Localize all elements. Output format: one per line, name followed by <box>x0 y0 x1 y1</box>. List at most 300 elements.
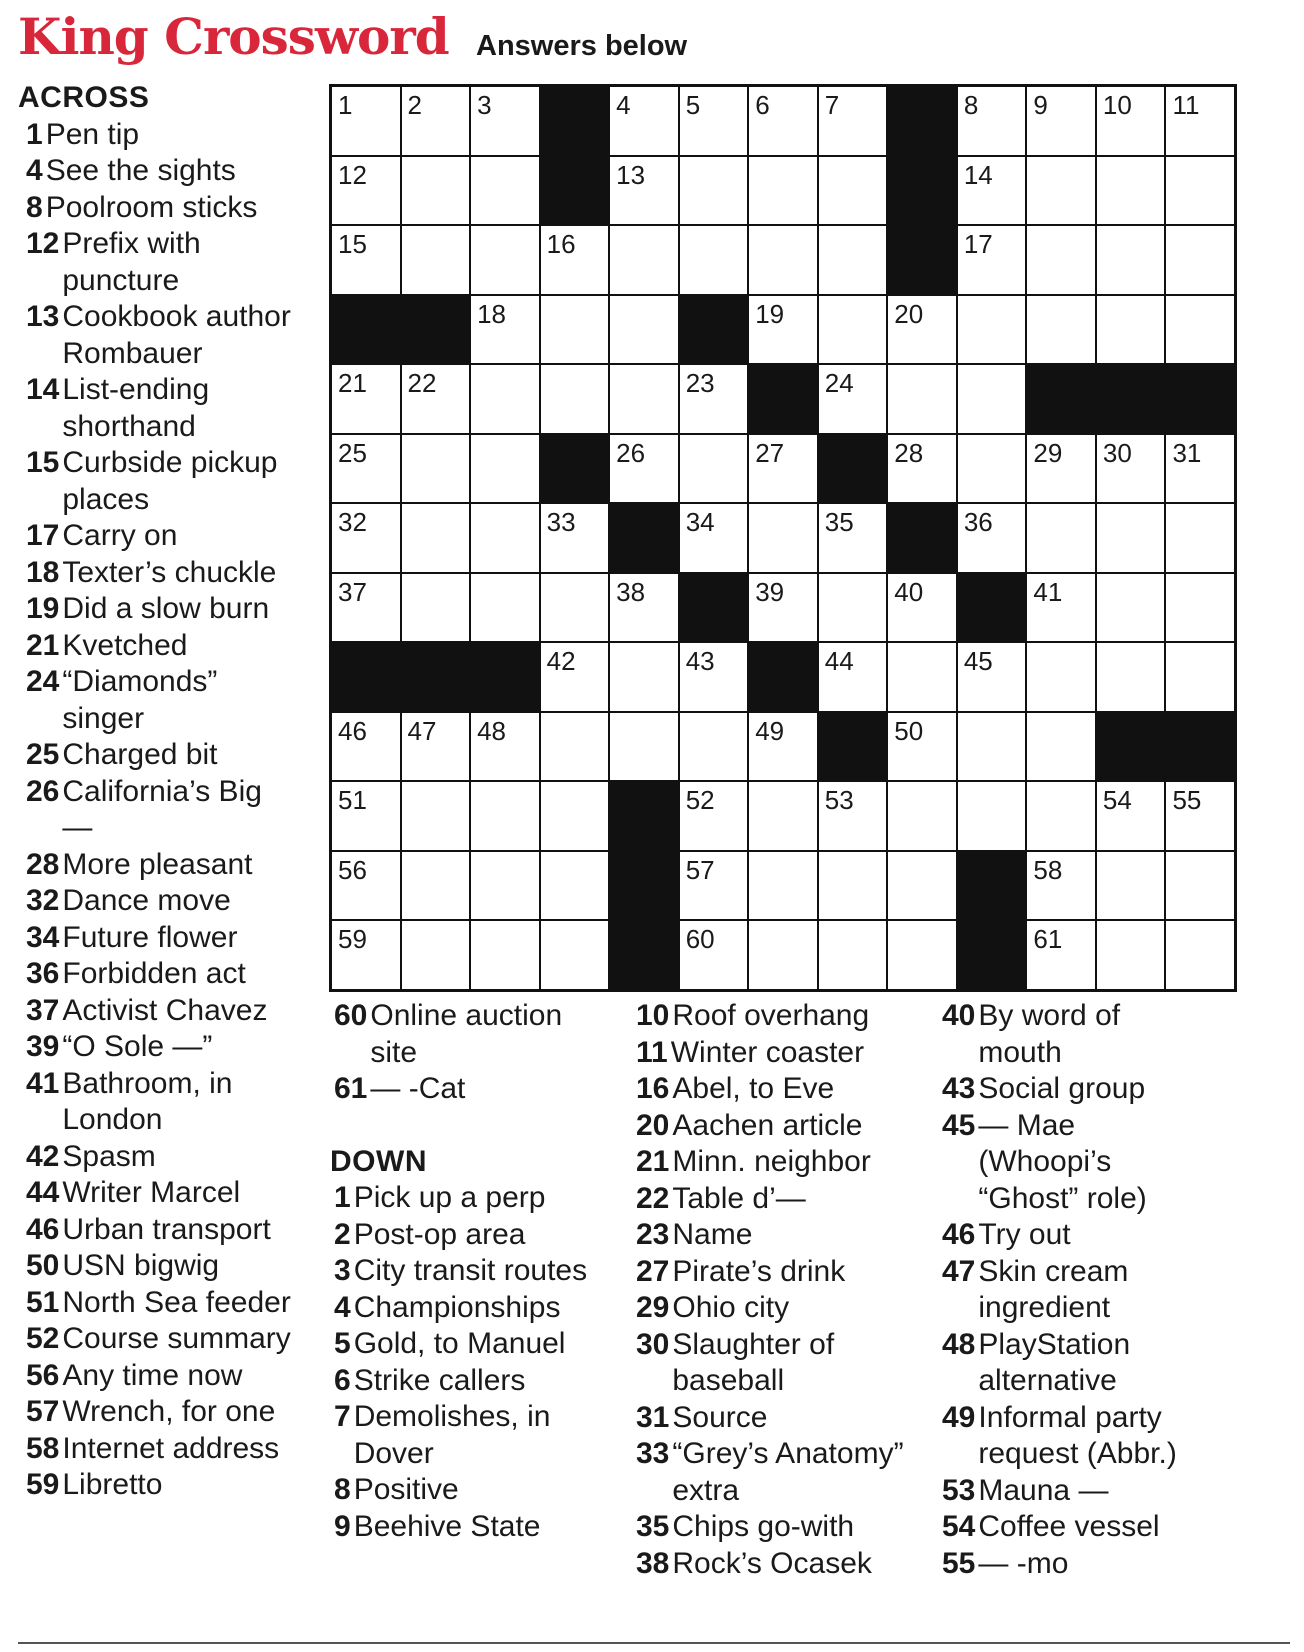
clue-item <box>26 1029 300 1066</box>
black-square <box>610 782 678 850</box>
cell-number: 29 <box>1033 437 1063 468</box>
grid-cell[interactable] <box>610 435 678 503</box>
cell-number: 7 <box>824 90 840 120</box>
grid-cell[interactable] <box>819 504 887 572</box>
clue-number: 37 <box>26 993 60 1027</box>
grid-cell[interactable] <box>680 365 748 433</box>
cell-number: 8 <box>963 90 979 120</box>
grid-cell[interactable] <box>749 921 817 989</box>
grid-cell[interactable] <box>471 157 539 225</box>
grid-cell[interactable] <box>1097 435 1165 503</box>
clue-item <box>26 1248 300 1285</box>
clue-number: 3 <box>334 1254 351 1287</box>
grid-cell[interactable] <box>680 435 748 503</box>
clue-text: Pick up a perp <box>353 1181 546 1214</box>
grid-cell[interactable] <box>958 296 1026 364</box>
grid-cell[interactable] <box>958 87 1026 155</box>
clue-text: Positive <box>353 1473 459 1506</box>
grid-cell[interactable] <box>749 852 817 920</box>
cell-number: 2 <box>407 90 422 120</box>
grid-cell[interactable] <box>1027 643 1095 711</box>
grid-cell[interactable] <box>1027 921 1095 989</box>
grid-cell[interactable] <box>680 713 748 781</box>
clue-text: Prefix with puncture <box>62 227 201 297</box>
clue-item <box>334 1399 598 1472</box>
grid-cell[interactable] <box>680 921 748 989</box>
grid-cell[interactable] <box>1097 574 1165 642</box>
grid-cell[interactable] <box>471 226 539 294</box>
grid-cell[interactable] <box>402 713 470 781</box>
grid-cell[interactable] <box>332 713 400 781</box>
black-square <box>332 643 400 711</box>
grid-cell[interactable] <box>332 921 400 989</box>
grid-cell[interactable] <box>819 157 887 225</box>
black-square <box>1166 365 1234 433</box>
grid-cell[interactable] <box>402 365 470 433</box>
grid-cell[interactable] <box>1027 713 1095 781</box>
clue-number: 20 <box>636 1108 670 1142</box>
grid-cell[interactable] <box>610 643 678 711</box>
grid-cell[interactable] <box>402 782 470 850</box>
clue-text: — -mo <box>978 1546 1069 1580</box>
clue-item <box>334 1509 598 1546</box>
clue-number: 44 <box>26 1176 60 1209</box>
clue-number: 21 <box>636 1145 670 1178</box>
clue-item <box>26 1175 300 1212</box>
clue-number: 12 <box>26 227 60 260</box>
clue-text: Carry on <box>62 519 178 552</box>
grid-cell[interactable] <box>1027 504 1095 572</box>
grid-cell[interactable] <box>1166 504 1234 572</box>
clue-number: 15 <box>26 446 60 479</box>
grid-cell[interactable] <box>749 157 817 225</box>
grid-cell[interactable] <box>541 226 609 294</box>
clue-item <box>334 1472 598 1509</box>
clue-text: Libretto <box>62 1468 163 1501</box>
grid-cell[interactable] <box>958 157 1026 225</box>
grid-cell[interactable] <box>332 782 400 850</box>
clue-item <box>636 998 904 1035</box>
cell-number: 19 <box>755 298 785 329</box>
clue-text: Bathroom, in London <box>62 1066 233 1136</box>
cell-number: 32 <box>338 507 367 538</box>
clue-item <box>26 628 300 665</box>
clue-number: 43 <box>942 1072 976 1105</box>
black-square <box>680 296 748 364</box>
grid-cell[interactable] <box>749 574 817 642</box>
clue-text: Internet address <box>62 1431 280 1465</box>
clue-number: 56 <box>26 1358 60 1392</box>
clue-item <box>26 1394 300 1431</box>
grid-cell[interactable] <box>471 87 539 155</box>
black-square <box>749 643 817 711</box>
clue-number: 18 <box>26 555 60 589</box>
clue-item <box>636 1071 904 1108</box>
black-square <box>541 157 609 225</box>
grid-cell[interactable] <box>1027 574 1095 642</box>
grid-cell[interactable] <box>402 226 470 294</box>
grid-cell[interactable] <box>610 157 678 225</box>
clue-text: Chips go-with <box>672 1510 855 1543</box>
clue-number: 4 <box>334 1290 351 1324</box>
cell-number: 50 <box>894 715 924 746</box>
grid-cell[interactable] <box>402 504 470 572</box>
cell-number: 60 <box>685 924 715 955</box>
cell-number: 57 <box>685 854 715 885</box>
cell-number: 23 <box>685 368 715 399</box>
clue-text: Activist Chavez <box>62 993 268 1027</box>
black-square <box>541 87 609 155</box>
clue-text: Demolishes, in Dover <box>353 1400 551 1470</box>
clue-number: 16 <box>636 1072 670 1105</box>
grid-cell[interactable] <box>1166 87 1234 155</box>
grid-cell[interactable] <box>402 574 470 642</box>
clue-text: Mauna — <box>978 1473 1109 1507</box>
clue-number: 33 <box>636 1437 670 1470</box>
grid-cell[interactable] <box>1097 782 1165 850</box>
clue-number: 42 <box>26 1139 60 1173</box>
clue-text: Gold, to Manuel <box>353 1327 566 1360</box>
cell-number: 61 <box>1033 924 1063 955</box>
cell-number: 17 <box>963 229 993 260</box>
clue-text: Urban transport <box>62 1212 271 1246</box>
clue-text: Name <box>672 1218 753 1251</box>
clue-text: Strike callers <box>353 1363 526 1397</box>
grid-cell[interactable] <box>888 852 956 920</box>
clue-item <box>636 1035 904 1072</box>
clue-text: Skin cream ingredient <box>978 1254 1129 1324</box>
grid-cell[interactable] <box>471 296 539 364</box>
clue-text: “Grey’s Anatomy” extra <box>672 1437 904 1507</box>
clue-text: Post-op area <box>353 1217 526 1251</box>
grid-cell[interactable] <box>541 504 609 572</box>
across-clues-column <box>18 80 300 1504</box>
grid-cell[interactable] <box>888 782 956 850</box>
clue-number: 2 <box>334 1217 351 1251</box>
grid-cell[interactable] <box>471 782 539 850</box>
grid-cell[interactable] <box>332 435 400 503</box>
grid-cell[interactable] <box>819 365 887 433</box>
grid-cell[interactable] <box>819 87 887 155</box>
grid-cell[interactable] <box>888 574 956 642</box>
clue-number: 13 <box>26 300 60 333</box>
clue-item <box>636 1400 904 1437</box>
grid-cell[interactable] <box>1027 782 1095 850</box>
grid-cell[interactable] <box>749 226 817 294</box>
grid-cell[interactable] <box>749 504 817 572</box>
cell-number: 15 <box>338 229 367 260</box>
clue-number: 48 <box>942 1327 976 1361</box>
clue-text: “O Sole —” <box>62 1030 213 1063</box>
grid-cell[interactable] <box>680 782 748 850</box>
clue-number: 45 <box>942 1108 976 1142</box>
clue-number: 55 <box>942 1546 976 1580</box>
clue-text: Slaughter of baseball <box>672 1327 835 1397</box>
cell-number: 39 <box>755 576 785 607</box>
clue-column-3 <box>636 998 904 1582</box>
grid-cell[interactable] <box>819 643 887 711</box>
grid-cell[interactable] <box>958 226 1026 294</box>
grid-cell[interactable] <box>332 852 400 920</box>
clue-number: 1 <box>334 1181 351 1214</box>
grid-cell[interactable] <box>958 504 1026 572</box>
grid-cell[interactable] <box>610 713 678 781</box>
clue-text: Pirate’s drink <box>672 1254 846 1288</box>
grid-cell[interactable] <box>471 713 539 781</box>
grid-cell[interactable] <box>402 87 470 155</box>
grid-cell[interactable] <box>541 574 609 642</box>
grid-cell[interactable] <box>819 574 887 642</box>
grid-cell[interactable] <box>888 713 956 781</box>
clue-text: Beehive State <box>353 1509 541 1543</box>
down-clue-list <box>330 1180 598 1545</box>
clue-item <box>334 1180 598 1217</box>
grid-cell[interactable] <box>541 782 609 850</box>
clue-column-2 <box>330 998 598 1545</box>
grid-cell[interactable] <box>541 852 609 920</box>
clue-number: 59 <box>26 1468 60 1501</box>
cell-number: 4 <box>616 90 631 120</box>
grid-cell[interactable] <box>680 643 748 711</box>
grid-cell[interactable] <box>958 435 1026 503</box>
clue-item <box>942 1400 1204 1473</box>
grid-cell[interactable] <box>332 365 400 433</box>
clue-text: Informal party request (Abbr.) <box>978 1400 1177 1470</box>
grid-cell[interactable] <box>541 296 609 364</box>
grid-cell[interactable] <box>749 435 817 503</box>
grid-cell[interactable] <box>1027 157 1095 225</box>
clue-number: 27 <box>636 1254 670 1288</box>
clue-number: 60 <box>334 999 368 1032</box>
cell-number: 53 <box>824 785 854 816</box>
grid-cell[interactable] <box>332 574 400 642</box>
grid-cell[interactable] <box>471 435 539 503</box>
grid-cell[interactable] <box>332 226 400 294</box>
clue-item <box>26 774 300 847</box>
grid-cell[interactable] <box>680 226 748 294</box>
grid-cell[interactable] <box>1097 157 1165 225</box>
clue-item <box>26 226 300 299</box>
grid-cell[interactable] <box>610 87 678 155</box>
clue-item <box>26 591 300 628</box>
clue-item <box>636 1327 904 1400</box>
clue-item <box>636 1181 904 1218</box>
black-square <box>610 921 678 989</box>
grid-cell[interactable] <box>1097 921 1165 989</box>
cell-number: 52 <box>685 785 715 816</box>
puzzle-title: King Crossword <box>18 7 449 66</box>
clue-text: Source <box>672 1400 768 1434</box>
cell-number: 12 <box>338 159 367 190</box>
black-square <box>888 226 956 294</box>
clue-number: 32 <box>26 884 60 917</box>
clue-item <box>942 1546 1204 1583</box>
cell-number: 58 <box>1033 854 1063 885</box>
grid-cell[interactable] <box>888 643 956 711</box>
grid-cell[interactable] <box>1097 852 1165 920</box>
cell-number: 18 <box>477 298 506 329</box>
grid-cell[interactable] <box>888 435 956 503</box>
clue-number: 28 <box>26 847 60 881</box>
clue-number: 46 <box>942 1218 976 1251</box>
grid-cell[interactable] <box>1027 435 1095 503</box>
grid-cell[interactable] <box>1027 87 1095 155</box>
grid-cell[interactable] <box>402 921 470 989</box>
clue-item <box>334 1363 598 1400</box>
clue-number: 50 <box>26 1249 60 1282</box>
grid-cell[interactable] <box>680 852 748 920</box>
grid-cell[interactable] <box>1097 643 1165 711</box>
grid-cell[interactable] <box>819 782 887 850</box>
grid-cell[interactable] <box>1027 296 1095 364</box>
clue-item <box>942 1327 1204 1400</box>
across-clue-list <box>18 117 300 1504</box>
cell-number: 43 <box>685 646 715 677</box>
grid-cell[interactable] <box>749 87 817 155</box>
grid-cell[interactable] <box>541 365 609 433</box>
grid-cell[interactable] <box>1097 87 1165 155</box>
cell-number: 35 <box>824 507 854 538</box>
grid-cell[interactable] <box>1166 296 1234 364</box>
grid-cell[interactable] <box>1097 296 1165 364</box>
cell-number: 16 <box>546 229 576 260</box>
clue-text: Championships <box>353 1290 561 1324</box>
grid-cell[interactable] <box>1166 157 1234 225</box>
cell-number: 6 <box>755 90 770 120</box>
grid-cell[interactable] <box>471 921 539 989</box>
grid-cell[interactable] <box>819 852 887 920</box>
cell-number: 21 <box>338 368 367 399</box>
grid-cell[interactable] <box>888 296 956 364</box>
grid-cell[interactable] <box>1166 574 1234 642</box>
clue-item <box>26 299 300 372</box>
grid-cell[interactable] <box>1027 852 1095 920</box>
grid-cell[interactable] <box>1166 643 1234 711</box>
grid-cell[interactable] <box>332 504 400 572</box>
cell-number: 49 <box>755 715 785 746</box>
clue-text: Spasm <box>62 1139 156 1173</box>
grid-cell[interactable] <box>402 157 470 225</box>
clue-number: 6 <box>334 1363 351 1397</box>
grid-cell[interactable] <box>1027 226 1095 294</box>
grid-cell[interactable] <box>541 713 609 781</box>
grid-cell[interactable] <box>888 365 956 433</box>
cell-number: 3 <box>477 90 492 120</box>
clue-text: — -Cat <box>370 1072 466 1105</box>
cell-number: 20 <box>894 298 924 329</box>
clue-text: USN bigwig <box>62 1249 220 1282</box>
black-square <box>888 87 956 155</box>
grid-cell[interactable] <box>332 87 400 155</box>
grid-cell[interactable] <box>680 87 748 155</box>
grid-cell[interactable] <box>610 226 678 294</box>
grid-cell[interactable] <box>819 296 887 364</box>
clue-text: By word of mouth <box>978 999 1121 1069</box>
clue-number: 57 <box>26 1395 60 1428</box>
clue-item <box>26 153 300 190</box>
clue-item <box>26 1431 300 1468</box>
grid-cell[interactable] <box>541 921 609 989</box>
grid-cell[interactable] <box>749 713 817 781</box>
grid-cell[interactable] <box>402 852 470 920</box>
clue-item <box>26 1467 300 1504</box>
grid-cell[interactable] <box>958 643 1026 711</box>
clue-text: Writer Marcel <box>62 1176 241 1209</box>
grid-cell[interactable] <box>471 852 539 920</box>
clue-item <box>942 1108 1204 1218</box>
grid-cell[interactable] <box>680 157 748 225</box>
clue-text: Did a slow burn <box>62 592 270 625</box>
grid-cell[interactable] <box>610 574 678 642</box>
clue-text: Curbside pickup places <box>62 446 278 516</box>
clue-item <box>942 998 1204 1071</box>
cell-number: 44 <box>824 646 854 677</box>
bottom-divider <box>18 1642 1290 1644</box>
black-square <box>402 296 470 364</box>
clue-number: 46 <box>26 1212 60 1246</box>
grid-cell[interactable] <box>749 296 817 364</box>
grid-cell[interactable] <box>1097 226 1165 294</box>
clue-number: 22 <box>636 1181 670 1215</box>
black-square <box>749 365 817 433</box>
grid-cell[interactable] <box>1166 435 1234 503</box>
grid-cell[interactable] <box>1166 226 1234 294</box>
grid-cell[interactable] <box>610 365 678 433</box>
clue-text: Winter coaster <box>670 1035 865 1069</box>
clue-item <box>636 1509 904 1546</box>
grid-cell[interactable] <box>541 643 609 711</box>
clue-text: See the sights <box>45 154 236 187</box>
grid-cell[interactable] <box>958 782 1026 850</box>
grid-cell[interactable] <box>471 504 539 572</box>
grid-cell[interactable] <box>1166 921 1234 989</box>
grid-cell[interactable] <box>471 574 539 642</box>
clue-item <box>334 1253 598 1290</box>
grid-cell[interactable] <box>1166 852 1234 920</box>
clue-number: 41 <box>26 1066 60 1100</box>
grid-cell[interactable] <box>958 713 1026 781</box>
grid-cell[interactable] <box>471 365 539 433</box>
cell-number: 9 <box>1033 90 1048 120</box>
grid-cell[interactable] <box>610 296 678 364</box>
grid-cell[interactable] <box>1097 504 1165 572</box>
grid-cell[interactable] <box>1166 782 1234 850</box>
cell-number: 10 <box>1102 90 1132 120</box>
cell-number: 33 <box>546 507 576 538</box>
cell-number: 48 <box>477 715 506 746</box>
grid-cell[interactable] <box>680 504 748 572</box>
grid-cell[interactable] <box>402 435 470 503</box>
down-heading: DOWN <box>330 1144 427 1178</box>
clue-number: 49 <box>942 1400 976 1434</box>
grid-cell[interactable] <box>958 365 1026 433</box>
grid-cell[interactable] <box>749 782 817 850</box>
grid-cell[interactable] <box>888 921 956 989</box>
clue-number: 5 <box>334 1327 351 1360</box>
cell-number: 22 <box>407 368 437 399</box>
clue-item <box>26 117 300 154</box>
cell-number: 37 <box>338 576 367 607</box>
cell-number: 11 <box>1172 90 1200 120</box>
grid-cell[interactable] <box>819 226 887 294</box>
grid-cell[interactable] <box>332 157 400 225</box>
clue-item <box>26 1139 300 1176</box>
clue-text: Cookbook author Rombauer <box>62 300 291 370</box>
clue-text: Coffee vessel <box>978 1510 1160 1543</box>
clue-text: Charged bit <box>62 738 218 771</box>
clue-number: 58 <box>26 1431 60 1465</box>
grid-cell[interactable] <box>819 921 887 989</box>
